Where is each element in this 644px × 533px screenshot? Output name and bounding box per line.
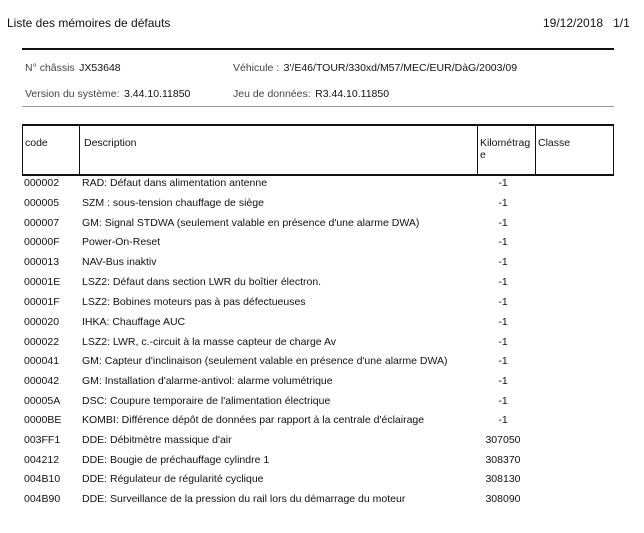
table-row [0,177,644,197]
chassis-value: JX53648 [79,62,121,74]
vehicle-label: Véhicule : [233,62,280,74]
row-km: -1 [498,395,508,407]
row-code: 000007 [24,217,60,229]
table-row [0,296,644,316]
row-km: -1 [498,316,508,328]
table-row [0,493,644,513]
chassis-field [25,58,121,76]
row-code: 004212 [24,454,60,466]
row-code: 00000F [24,236,60,248]
table-row [0,395,644,415]
row-description: DDE: Bougie de préchauffage cylindre 1 [82,454,270,466]
row-code: 000042 [24,375,60,387]
dataset-label: Jeu de données: [233,88,311,100]
row-description: GM: Capteur d'inclinaison (seulement valable en présence d'une alarme DWA) [82,355,448,367]
row-km: -1 [498,336,508,348]
row-km: -1 [498,217,508,229]
row-km: 308130 [485,473,521,485]
report-date [543,16,630,30]
table-row [0,434,644,454]
system-version-value: 3.44.10.11850 [124,88,191,100]
row-km: -1 [498,375,508,387]
row-code: 0000BE [24,414,62,426]
column-header-km: Kilométrage [480,137,531,161]
row-km: -1 [498,355,508,367]
row-code: 003FF1 [24,434,61,446]
top-divider [22,48,614,50]
column-header-code: code [25,137,48,149]
system-version-label: Version du système: [25,88,120,100]
dataset-value: R3.44.10.11850 [315,88,390,100]
row-km: -1 [498,276,508,288]
row-code: 00001F [24,296,60,308]
row-description: GM: Signal STDWA (seulement valable en présence d'une alarme DWA) [82,217,420,229]
table-row [0,256,644,276]
row-description: IHKA: Chauffage AUC [82,316,186,328]
row-description: NAV-Bus inaktiv [82,256,157,268]
row-description: DDE: Régulateur de régularité cyclique [82,473,264,485]
table-row [0,217,644,237]
row-code: 000005 [24,197,60,209]
row-code: 000022 [24,336,60,348]
row-description: DSC: Coupure temporaire de l'alimentation électrique [82,395,331,407]
row-description: Power-On-Reset [82,236,161,248]
row-km: -1 [498,236,508,248]
row-description: LSZ2: Défaut dans section LWR du boîtier électron. [82,276,322,288]
row-description: SZM : sous-tension chauffage de siège [82,197,264,209]
row-code: 00005A [24,395,61,407]
row-description: LSZ2: LWR, c.-circuit à la masse capteur de charge Av [82,336,337,348]
table-row [0,236,644,256]
header-cell-classe [536,125,614,175]
column-header-description: Description [84,137,137,149]
row-code: 00001E [24,276,61,288]
table-row [0,473,644,493]
header-cell-code [22,125,80,175]
report-title: Liste des mémoires de défauts [7,16,171,30]
row-code: 000013 [24,256,60,268]
row-code: 004B90 [24,493,61,505]
table-row [0,355,644,375]
row-description: DDE: Débitmètre massique d'air [82,434,232,446]
system-version-field [25,84,190,102]
info-divider [22,106,614,107]
table-row [0,276,644,296]
vehicle-field [233,58,517,76]
row-km: -1 [498,296,508,308]
row-km: -1 [498,256,508,268]
dataset-field [233,84,389,102]
row-km: 307050 [485,434,521,446]
date-text: 19/12/2018 [543,16,604,30]
row-km: -1 [498,197,508,209]
row-km: 308370 [485,454,521,466]
chassis-label: N° châssis [25,62,75,74]
row-code: 000041 [24,355,60,367]
row-km: 308090 [485,493,521,505]
table-row [0,336,644,356]
row-code: 000020 [24,316,60,328]
table-row [0,197,644,217]
table-row [0,414,644,434]
table-row [0,454,644,474]
row-description: KOMBI: Différence dépôt de données par rapport à la centrale d'éclairage [82,414,425,426]
row-km: -1 [498,414,508,426]
row-code: 000002 [24,177,60,189]
row-description: LSZ2: Bobines moteurs pas à pas défectueuses [82,296,306,308]
page-number: 1/1 [613,16,630,30]
vehicle-value: 3'/E46/TOUR/330xd/M57/MEC/EUR/DàG/2003/09 [283,62,518,74]
table-row [0,375,644,395]
header-cell-description [80,125,478,175]
row-description: GM: Installation d'alarme-antivol: alarme volumétrique [82,375,333,387]
row-code: 004B10 [24,473,61,485]
row-description: DDE: Surveillance de la pression du rail lors du démarrage du moteur [82,493,406,505]
row-km: -1 [498,177,508,189]
table-row [0,316,644,336]
row-description: RAD: Défaut dans alimentation antenne [82,177,268,189]
column-header-classe: Classe [538,137,571,149]
